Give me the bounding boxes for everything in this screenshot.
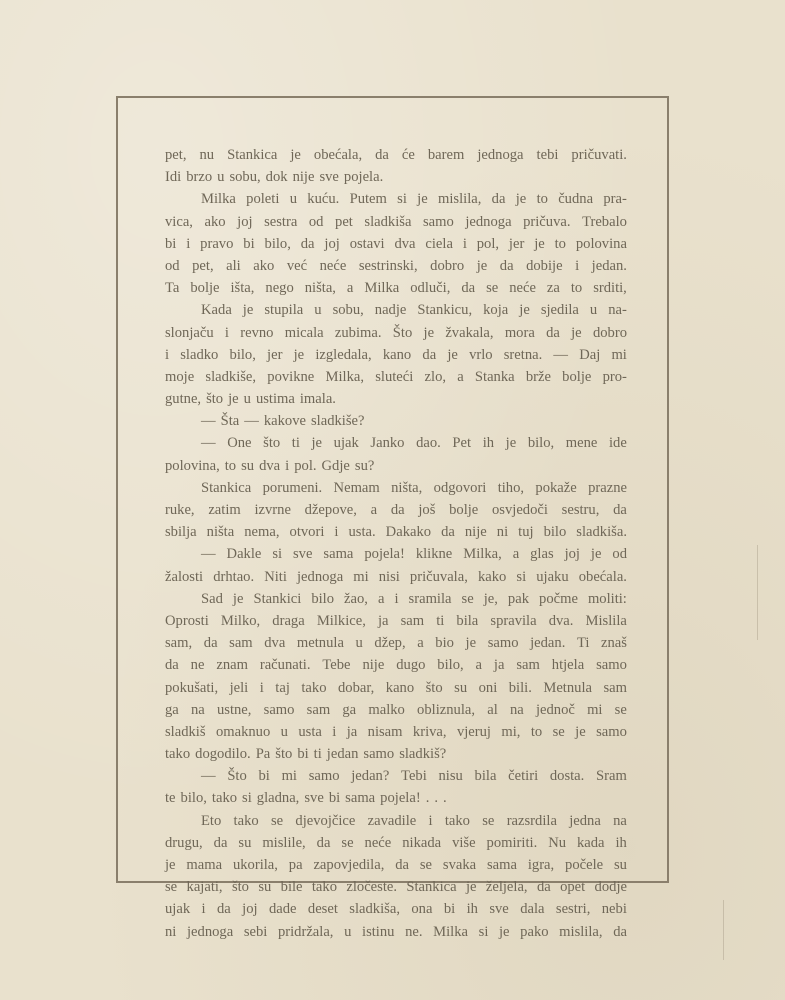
text-line: tako dogodilo. Pa što bi ti jedan samo sladkiš?	[165, 746, 447, 763]
text-line: sam, da sam dva metnula u džep, a bio je samo jedan. Ti znaš	[165, 635, 627, 652]
text-line: Oprosti Milko, draga Milkice, ja sam ti bila spravila dva. Mislila	[165, 612, 627, 629]
text-line: Sad je Stankici bilo žao, a i sramila se je, pak počme moliti:	[201, 590, 627, 607]
text-line: ujak i da joj dade deset sladkiša, ona bi ih sve dala sestri, nebi	[165, 901, 627, 918]
text-line: slonjaču i revno micala zubima. Što je žvakala, mora da je dobro	[165, 324, 627, 341]
text-line: te bilo, tako si gladna, sve bi sama pojela! . . .	[165, 790, 447, 807]
paper-crease-mark	[757, 545, 758, 640]
text-line: gutne, što je u ustima imala.	[165, 391, 336, 408]
text-line: polovina, to su dva i pol. Gdje su?	[165, 457, 375, 474]
text-line: ruke, zatim izvrne džepove, a da još bolje osvjedoči sestru, da	[165, 502, 627, 518]
text-line: Ta bolje išta, nego ništa, a Milka odluči, da se neće za to srditi,	[165, 280, 627, 297]
text-line: od pet, ali ako već neće sestrinski, dobro je da dobije i jedan.	[165, 257, 627, 274]
text-line: Milka poleti u kuću. Putem si je mislila, da je to čudna pra-	[201, 191, 627, 208]
text-line: žalosti drhtao. Niti jednoga mi nisi pričuvala, kako si ujaku obećala.	[165, 568, 627, 585]
text-line: Idi brzo u sobu, dok nije sve pojela.	[165, 169, 384, 186]
story-text-block	[165, 144, 627, 943]
text-line: Kada je stupila u sobu, nadje Stankicu, koja je sjedila u na-	[201, 302, 627, 319]
text-line: Stankica porumeni. Nemam ništa, odgovori tiho, pokaže prazne	[201, 479, 627, 496]
text-line: sbilja ništa nema, otvori i usta. Dakako da nije ni tuj bilo sladkiša.	[165, 524, 627, 541]
text-line: — One što ti je ujak Janko dao. Pet ih je bilo, mene ide	[201, 435, 627, 452]
text-line: pet, nu Stankica je obećala, da će barem jednoga tebi pričuvati.	[165, 147, 627, 163]
text-line: bi i pravo bi bilo, da joj ostavi dva ciela i pol, jer je to polovina	[165, 235, 627, 252]
text-line: — Što bi mi samo jedan? Tebi nisu bila četiri dosta. Sram	[201, 768, 627, 785]
text-line: — Šta — kakove sladkiše?	[201, 413, 365, 430]
text-line: da ne znam računati. Tebe nije dugo bilo, a ja sam htjela samo	[165, 657, 627, 674]
text-line: pokušati, jeli i taj tako dobar, kano što su oni bili. Metnula sam	[165, 679, 627, 696]
text-line: ga na ustne, samo sam ga malko obliznula, al na jednoč mi se	[165, 701, 627, 718]
paper-crease-mark	[723, 900, 724, 960]
text-line: se kajati, što su bile tako zločeste. Stankica je željela, da opet dodje	[165, 879, 627, 896]
text-line: — Dakle si sve sama pojela! klikne Milka, a glas joj je od	[201, 546, 627, 563]
text-line: i sladko bilo, jer je izgledala, kano da je vrlo sretna. — Daj mi	[165, 346, 627, 363]
text-line: sladkiš omaknuo u usta i ja nisam kriva, vjeruj mi, to se je samo	[165, 723, 627, 740]
text-line: drugu, da su mislile, da se neće nikada više pomiriti. Nu kada ih	[165, 834, 627, 851]
text-line: Eto tako se djevojčice zavadile i tako se razsrdila jedna na	[201, 812, 627, 829]
text-line: je mama ukorila, pa zapovjedila, da se svaka sama igra, počele su	[165, 857, 627, 873]
text-line: ni jednoga sebi pridržala, u istinu ne. Milka si je pako mislila, da	[165, 923, 627, 940]
text-line: vica, ako joj sestra od pet sladkiša samo jednoga pričuva. Trebalo	[165, 213, 627, 230]
text-line: moje sladkiše, povikne Milka, sluteći zlo, a Stanka brže bolje pro-	[165, 368, 627, 385]
